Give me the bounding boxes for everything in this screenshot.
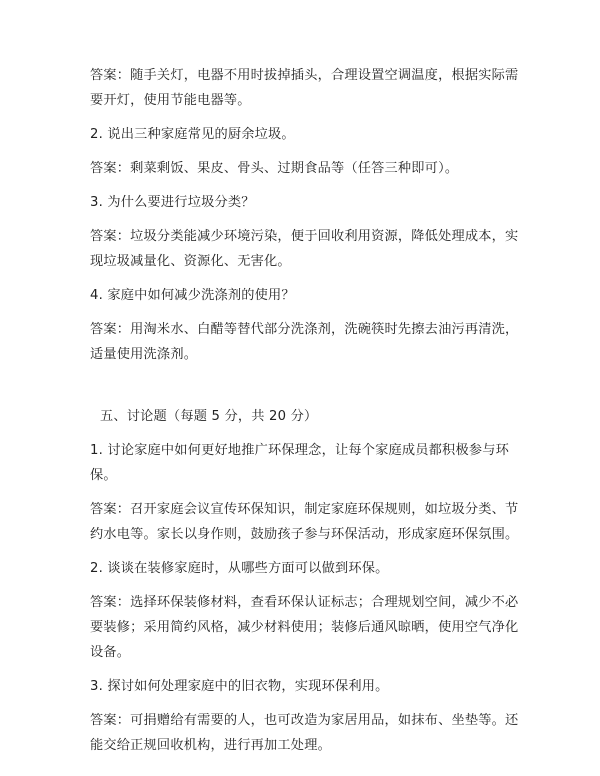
answer-text: 答案：用淘米水、白醋等替代部分洗涤剂，洗碗筷时先擦去油污再清洗，适量使用洗涤剂。 bbox=[90, 322, 519, 362]
question-text: 3. 探讨如何处理家庭中的旧衣物，实现环保利用。 bbox=[90, 679, 389, 694]
answer-text: 答案：随手关灯，电器不用时拔掉插头，合理设置空调温度，根据实际需要开灯，使用节能电器等。 bbox=[90, 68, 519, 108]
document-page bbox=[90, 63, 520, 758]
question-text: 2. 说出三种家庭常见的厨余垃圾。 bbox=[90, 127, 295, 142]
question-text: 1. 讨论家庭中如何更好地推广环保理念，让每个家庭成员都积极参与环保。 bbox=[90, 443, 509, 483]
question-text: 2. 谈谈在装修家庭时，从哪些方面可以做到环保。 bbox=[90, 561, 389, 576]
answer-text: 答案：垃圾分类能减少环境污染，便于回收利用资源，降低处理成本，实现垃圾减量化、资源化、无害化。 bbox=[90, 229, 519, 269]
answer-text: 答案：剩菜剩饭、果皮、骨头、过期食品等（任答三种即可）。 bbox=[90, 161, 459, 176]
answer-text: 答案：召开家庭会议宣传环保知识，制定家庭环保规则，如垃圾分类、节约水电等。家长以身作则，鼓励孩子参与环保活动，形成家庭环保氛围。 bbox=[90, 502, 519, 542]
answer-text: 答案：可捐赠给有需要的人，也可改造为家居用品，如抹布、坐垫等。还能交给正规回收机构，进行再加工处理。 bbox=[90, 713, 519, 753]
question-text: 4. 家庭中如何减少洗涤剂的使用？ bbox=[90, 288, 295, 303]
section-heading: 五、讨论题（每题 5 分，共 20 分） bbox=[100, 409, 318, 424]
question-text: 3. 为什么要进行垃圾分类？ bbox=[90, 195, 255, 210]
answer-text: 答案：选择环保装修材料，查看环保认证标志；合理规划空间，减少不必要装修；采用简约风格，减少材料使用；装修后通风晾晒，使用空气净化设备。 bbox=[90, 595, 519, 660]
